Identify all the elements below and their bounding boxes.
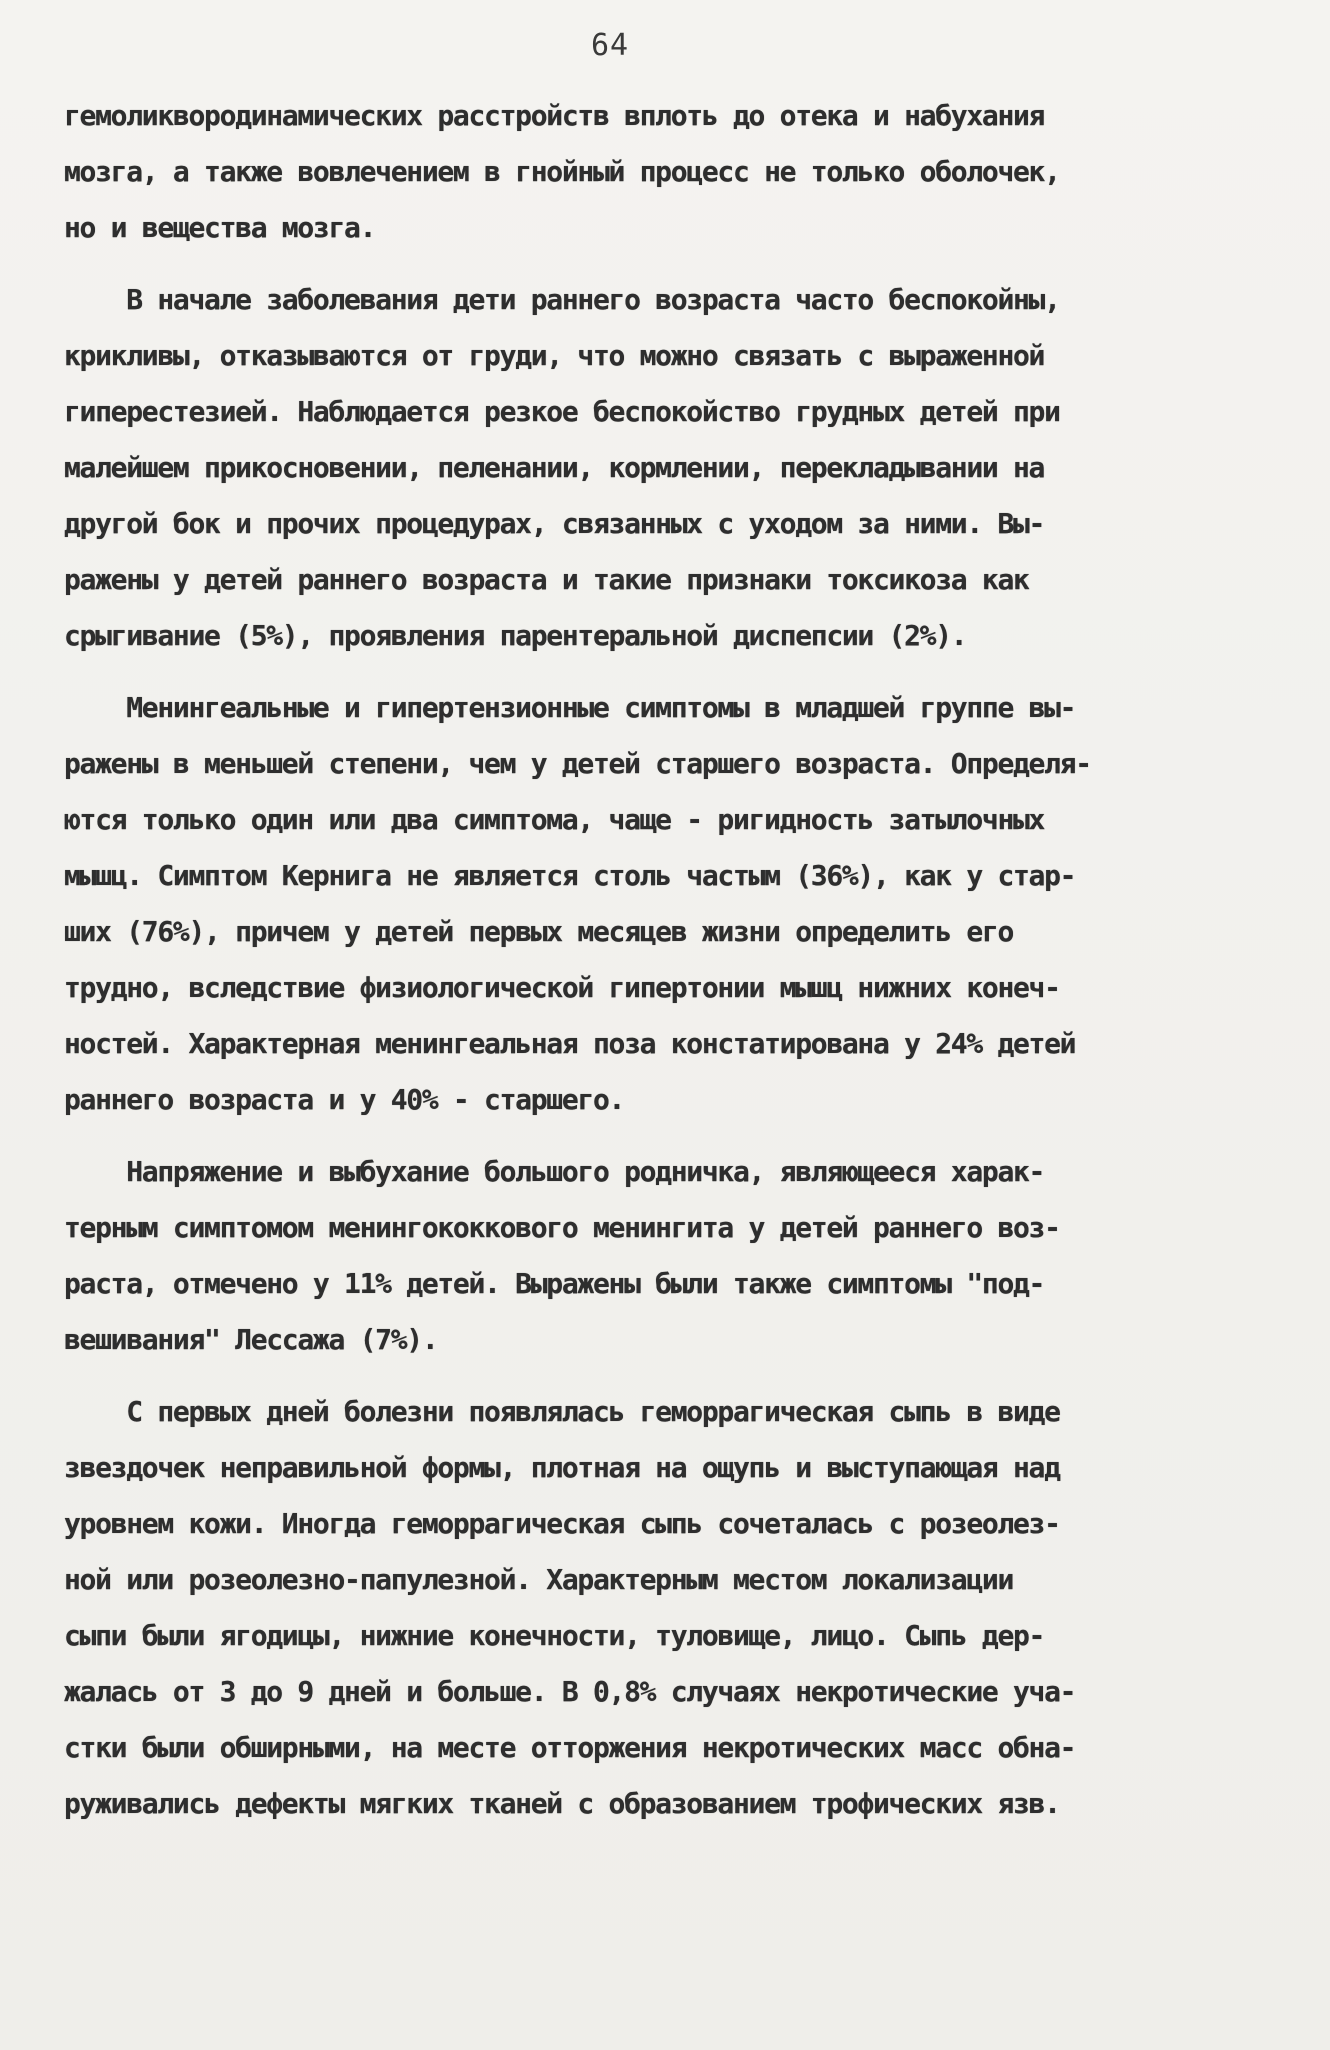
text-line: сыпи были ягодицы, нижние конечности, туловище, лицо. Сыпь дер-: [64, 1619, 1045, 1652]
body-text: [64, 88, 1254, 1832]
text-line: срыгивание (5%), проявления парентеральной диспепсии (2%).: [64, 619, 967, 652]
text-line: гиперестезией. Наблюдается резкое беспокойство грудных детей при: [64, 395, 1060, 428]
text-line: уровнем кожи. Иногда геморрагическая сыпь сочеталась с розеолез-: [64, 1507, 1060, 1540]
text-line: ются только один или два симптома, чаще - ригидность затылочных: [64, 803, 1045, 836]
text-line: раннего возраста и у 40% - старшего.: [64, 1083, 625, 1116]
text-line: жалась от 3 до 9 дней и больше. В 0,8% случаях некротические уча-: [64, 1675, 1076, 1708]
paragraph: [64, 88, 1254, 256]
text-line: малейшем прикосновении, пеленании, кормлении, перекладывании на: [64, 451, 1045, 484]
text-line: ших (76%), причем у детей первых месяцев жизни определить его: [64, 915, 1014, 948]
text-line: Менингеальные и гипертензионные симптомы в младшей группе вы-: [64, 691, 1076, 724]
text-line: С первых дней болезни появлялась геморрагическая сыпь в виде: [64, 1395, 1060, 1428]
text-line: ностей. Характерная менингеальная поза констатирована у 24% детей: [64, 1027, 1076, 1060]
paragraph: [64, 1384, 1254, 1832]
text-line: вешивания" Лессажа (7%).: [64, 1323, 438, 1356]
text-line: ражены в меньшей степени, чем у детей старшего возраста. Определя-: [64, 747, 1091, 780]
page-number: 64: [590, 28, 630, 63]
text-line: мышц. Симптом Кернига не является столь частым (36%), как у стар-: [64, 859, 1076, 892]
text-line: звездочек неправильной формы, плотная на ощупь и выступающая над: [64, 1451, 1060, 1484]
text-line: но и вещества мозга.: [64, 211, 376, 244]
text-line: руживались дефекты мягких тканей с образованием трофических язв.: [64, 1787, 1060, 1820]
text-line: В начале заболевания дети раннего возраста часто беспокойны,: [64, 283, 1060, 316]
text-line: ражены у детей раннего возраста и такие признаки токсикоза как: [64, 563, 1029, 596]
paragraph: [64, 272, 1254, 664]
text-line: стки были обширными, на месте отторжения некротических масс обна-: [64, 1731, 1076, 1764]
text-line: трудно, вследствие физиологической гипертонии мышц нижних конеч-: [64, 971, 1060, 1004]
paragraph: [64, 680, 1254, 1128]
text-line: крикливы, отказываются от груди, что можно связать с выраженной: [64, 339, 1045, 372]
text-line: Напряжение и выбухание большого родничка, являющееся харак-: [64, 1155, 1045, 1188]
text-line: ной или розеолезно-папулезной. Характерным местом локализации: [64, 1563, 1014, 1596]
text-line: мозга, а также вовлечением в гнойный процесс не только оболочек,: [64, 155, 1060, 188]
text-line: терным симптомом менингококкового менингита у детей раннего воз-: [64, 1211, 1060, 1244]
text-line: другой бок и прочих процедурах, связанных с уходом за ними. Вы-: [64, 507, 1045, 540]
text-line: гемоликвородинамических расстройств вплоть до отека и набухания: [64, 99, 1045, 132]
text-line: раста, отмечено у 11% детей. Выражены были также симптомы "под-: [64, 1267, 1045, 1300]
paragraph: [64, 1144, 1254, 1368]
